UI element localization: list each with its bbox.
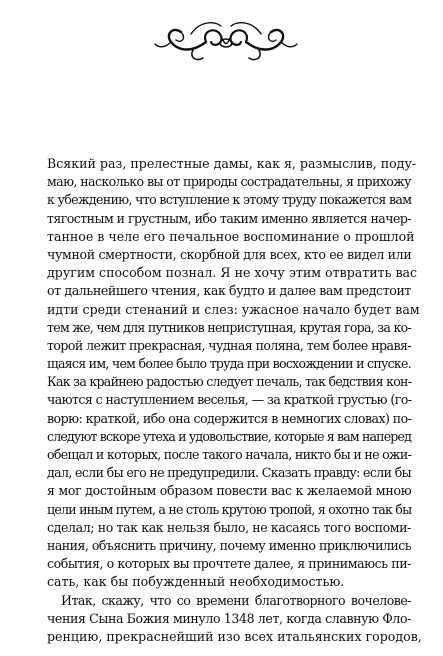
text-line: сделал; но так как нельзя было, не касаясь того воспоми- [47, 519, 411, 535]
text-line: Итак, скажу, что со времени благотворного вочелове- [61, 592, 411, 608]
paragraph-2 [47, 592, 422, 647]
text-line: сать, как бы побужденный необходимостью. [47, 574, 345, 590]
text-line: другим способом познал. Я не хочу этим отвратить вас [47, 265, 418, 281]
text-line: цели иным путем, а не столь крутою тропой, я охотно так бы [47, 501, 412, 517]
body-text [47, 155, 422, 646]
text-line: идти среди стенаний и слез: ужасное начало будет вам [47, 301, 420, 317]
text-line: тем же, чем для путников неприступная, крутая гора, за ко- [47, 319, 411, 335]
decorative-swirl-ornament-icon [151, 12, 301, 68]
text-line: к убеждению, что вступление к этому труду покажется вам [47, 192, 412, 208]
text-line: чаются с наступлением веселья, — за краткой грустью (го- [47, 392, 412, 408]
paragraph-1 [47, 155, 420, 592]
text-line: маю, насколько вы от природы сострадательны, я прихожу [47, 174, 411, 190]
text-line: ренцию, прекраснейший изо всех итальянских городов, [47, 628, 422, 644]
text-line: события, о которых вы прочтете далее, я принимаюсь пи- [47, 556, 411, 572]
text-line: торой лежит прекрасная, чудная поляна, тем более нравя- [47, 337, 411, 353]
text-line: дал, если бы его не предупредили. Сказать правду: если бы [47, 465, 411, 481]
text-line: обещал и которых, после такого начала, никто бы и не ожи- [47, 447, 412, 462]
text-line: чумной смертности, скорбной для всех, кто ее видел или [47, 246, 412, 262]
text-line: я мог достойным образом повести вас к желаемой мною [47, 483, 412, 499]
text-line: от дальнейшего чтения, как будто и далее вам предстоит [47, 283, 411, 299]
text-line: следуют вскоре утеха и удовольствие, которые я вам наперед [47, 428, 411, 444]
text-line: ворю: краткой, ибо она содержится в немногих словах) по- [47, 410, 412, 426]
text-line: тягостным и грустным, ибо таким именно является начер- [47, 210, 411, 226]
text-line: щаяся им, чем более было труда при восхождении и спуске. [47, 356, 411, 372]
text-line: Всякий раз, прелестные дамы, как я, размыслив, поду- [47, 156, 417, 171]
text-line: чения Сына Божия минуло 1348 лет, когда славную Фло- [47, 610, 411, 626]
text-line: танное в челе его печальное воспоминание о прошлой [47, 228, 415, 244]
text-line: Как за крайнею радостью следует печаль, так бедствия кон- [47, 374, 412, 390]
text-line: нания, объяснить причину, почему именно приключились [47, 537, 411, 553]
